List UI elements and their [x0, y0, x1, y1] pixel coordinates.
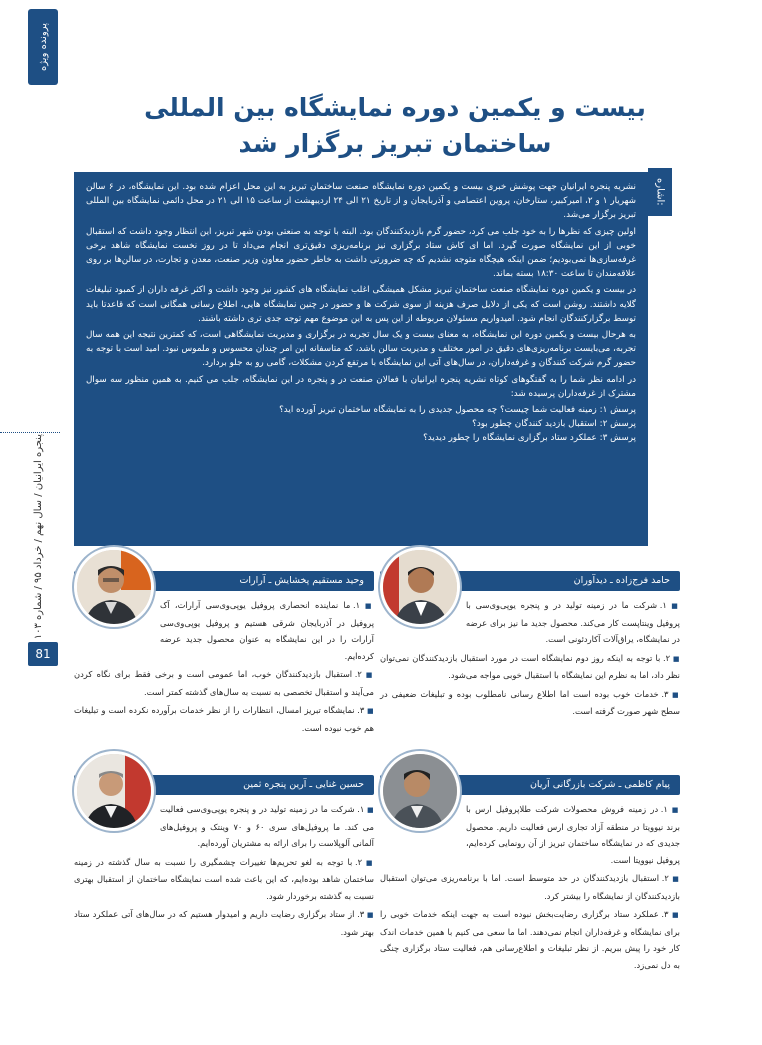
- answer: ■ ۳. از ستاد برگزاری رضایت داریم و امیدوار هستیم که در سال‌های آتی عملکرد ستاد بهتر شود.: [74, 906, 374, 940]
- interview-card: [380, 775, 680, 975]
- section-tab: [28, 9, 58, 85]
- interviewee-name: حسین غنایی ـ آرین پنجره ثمین: [74, 775, 374, 795]
- interview-card: [74, 775, 374, 942]
- answer: ■ ۱. شرکت ما در زمینه تولید در و پنجره یوپی‌وی‌سی فعالیت می کند. ما پروفیل‌های سری ۶۰ و ۷۰ وینتک و پروفیل‌های آلمانی آلوپلاست را برای ارائه به مشتریان آورده‌ایم.: [74, 801, 374, 852]
- person-portrait-icon: [380, 754, 457, 831]
- intro-paragraph: اولین چیزی که نظرها را به خود جلب می کرد، حضور گرم بازدیدکنندگان بود. البته با توجه به صنعتی بودن شهر تبریز، این انتظار وجود داشت که استقبال خوبی از این نمایشگاه صورت گیرد. اما ای کاش ستاد برگزاری نیز برنامه‌ریزی دقیق‌تری انجام می‌داد تا در روز نخست نمایشگاه شاهد برخی غرفه‌سازی‌ها نمی‌بودیم؛ ضمن اینکه هیچگاه متوجه نشدیم که چه ضرورتی داشت به خاطر حضور معاون وزیر صنعت، معدن و تجارت، در سالن‌ها بر روی علاقه‌مندان تا ساعت ۱۸:۳۰ بسته بماند.: [86, 226, 636, 280]
- interviewee-photo: [74, 751, 154, 831]
- answer: ■ ۱. در زمینه فروش محصولات شرکت طلاپروفیل ارس با برند نیوویتا در منطقه آزاد تجاری ارس فعالیت داریم. محصول جدیدی که در نمایشگاه ساختمان تبریز از آن رونمایی کرده‌ایم، پروفیل نیوویتا است.: [380, 801, 680, 868]
- intro-question: پرسش ۳: عملکرد ستاد برگزاری نمایشگاه را چطور دیدید؟: [423, 433, 636, 444]
- intro-question: پرسش ۲: استقبال بازدید کنندگان چطور بود؟: [472, 419, 636, 430]
- answer: ■ ۲. استقبال بازدیدکنندگان خوب، اما عمومی است و برخی فقط برای نگاه کردن می‌آیند و استقبال تخصصی به نسبت به سال‌های گذشته کمتر است.: [74, 666, 374, 700]
- interviewee-name: وحید مستقیم پخشایش ـ آرارات: [74, 571, 374, 591]
- answer: ■ ۱. ما نماینده انحصاری پروفیل یوپی‌وی‌سی آرارات، آک پروفیل در آذربایجان شرقی هستیم و پروفیل یوپی‌وی‌سی آرارات را در این نمایشگاه به عنوان محصول جدید عرضه کرده‌ایم.: [74, 597, 374, 664]
- article-title: [90, 90, 700, 162]
- interview-card: [380, 571, 680, 722]
- interviewee-name: پیام کاظمی ـ شرکت بازرگانی آریان: [380, 775, 680, 795]
- answer: ■ ۳. خدمات خوب بوده است اما اطلاع رسانی نامطلوب بوده و تبلیغات ضعیفی در سطح شهر صورت گرفته است.: [380, 686, 680, 720]
- answer: ■ ۳. نمایشگاه تبریز امسال، انتظارات را از نظر خدمات برآورده نکرده است و تبلیغات هم خوب نبوده است.: [74, 702, 374, 736]
- intro-tag: [648, 168, 672, 216]
- intro-paragraph: به هرحال بیست و یکمین دوره این نمایشگاه، به معنای بیست و یک سال تجربه در برگزاری و مدیریت نمایشگاهی است، که کمترین نتیجه این همه سال تجربه، می‌بایست برنامه‌ریزی‌های دقیق در امور مختلف و مدیریت سالن باشد، که متاسفانه این امر چندان محسوس و ملموس نبود. امید است با توجه به حضور گرم شرکت کنندگان و غرفه‌داران، در سال‌های آتی این نمایشگاه با مرتفع کردن مشکلات، گامی رو به جلو بردارد.: [86, 330, 636, 369]
- person-portrait-icon: [380, 550, 457, 627]
- intro-box: [74, 172, 648, 546]
- interviewee-photo: [380, 751, 460, 831]
- page-number: 81: [28, 642, 58, 666]
- title-line-2: ساختمان تبریز برگزار شد: [238, 129, 552, 158]
- answer: ■ ۲. با توجه به لغو تحریم‌ها تغییرات چشمگیری را نسبت به سال گذشته در زمینه ساختمان شاهد بوده‌ایم، که این باعث شده است نمایشگاه ساختمان از استقبال بهتری نسبت به گذشته برخوردار شود.: [74, 854, 374, 905]
- answer: ■ ۳. عملکرد ستاد برگزاری رضایت‌بخش نبوده است به جهت اینکه خدمات خوبی را برای نمایشگاه و غرفه‌داران انجام نمی‌دهند. اما ما سعی می کنیم با همین خدمات اندک کار خود را پیش ببریم. از نظر تبلیغات و اطلاع‌رسانی هم، فعالیت ستاد برگزاری چنگی به دل نمی‌زد.: [380, 906, 680, 973]
- intro-tag-label: اشاره:: [654, 178, 666, 206]
- title-line-1: بیست و یکمین دوره نمایشگاه بین المللی: [144, 93, 646, 122]
- interview-card: [74, 571, 374, 738]
- side-divider: [0, 432, 60, 433]
- issue-info: [33, 434, 53, 640]
- answer: ■ ۲. با توجه به اینکه روز دوم نمایشگاه است در مورد استقبال بازدیدکنندگان نمی‌توان نظر داد، اما به نظرم این نمایشگاه با استقبال خوبی مواجه می‌شود.: [380, 650, 680, 684]
- interviewee-photo: [380, 547, 460, 627]
- intro-paragraph: نشریه پنجره ایرانیان جهت پوشش خبری بیست و یکمین دوره نمایشگاه صنعت ساختمان تبریز به این محل اعزام شده بود. این نمایشگاه، در ۶ سالن شهریار ۱ و ۲، امیرکبیر، ستارخان، پروین اعتصامی و آذربایجان و از تاریخ ۲۱ الی ۲۴ اردیبهشت از ساعت ۱۵ الی ۲۱ در محل دائمی نمایشگاه بین المللی تبریز برگزار می‌شد.: [86, 182, 637, 221]
- section-label: پرونده ویژه: [37, 23, 49, 71]
- intro-paragraph: در ادامه نظر شما را به گفتگوهای کوتاه نشریه پنجره ایرانیان با فعالان صنعت در و پنجره در این نمایشگاه، جلب می کنیم. به همین منظور سه سوال مشترک از غرفه‌داران پرسیده شد:: [86, 374, 636, 399]
- intro-paragraph: در بیست و یکمین دوره نمایشگاه صنعت ساختمان تبریز مشکل همیشگی اغلب نمایشگاه های کشور نیز وجود داشت و اکثر غرفه داران از کمبود تبلیغات گلایه داشتند. روشن است که یکی از دلایل صرف هزینه از سوی شرکت ها و حضور در چنین نمایشگاه هایی، اطلاع رسانی همگانی است که قاعدتا باید توسط برگزارکنندگان انجام شود. امیدواریم مسئولان مربوطه از این پس به این موضوع مهم توجه جدی تری داشته باشند.: [86, 285, 636, 324]
- answer: ■ ۱. شرکت ما در زمینه تولید در و پنجره یوپی‌وی‌سی با پروفیل وینتاپست کار می‌کند. محصول جدید ما نیز برای عرضه در نمایشگاه، یراق‌آلات آکاردئونی است.: [380, 597, 680, 648]
- interviewee-photo: [74, 547, 154, 627]
- intro-question: پرسش ۱: زمینه فعالیت شما چیست؟ چه محصول جدیدی را به نمایشگاه ساختمان تبریز آورده اید؟: [279, 405, 636, 416]
- person-portrait-icon: [74, 754, 151, 831]
- issue-label: پنجره ایرانیان / سال نهم / خرداد ۹۵ / شماره ۱۰۳: [33, 434, 44, 640]
- person-portrait-icon: [74, 550, 151, 627]
- answer: ■ ۲. استقبال بازدیدکنندگان در حد متوسط است. اما با برنامه‌ریزی می‌توان استقبال بازدیدکنندگان از نمایشگاه را بیشتر کرد.: [380, 870, 680, 904]
- interviewee-name: حامد فرج‌زاده ـ دیدآوران: [380, 571, 680, 591]
